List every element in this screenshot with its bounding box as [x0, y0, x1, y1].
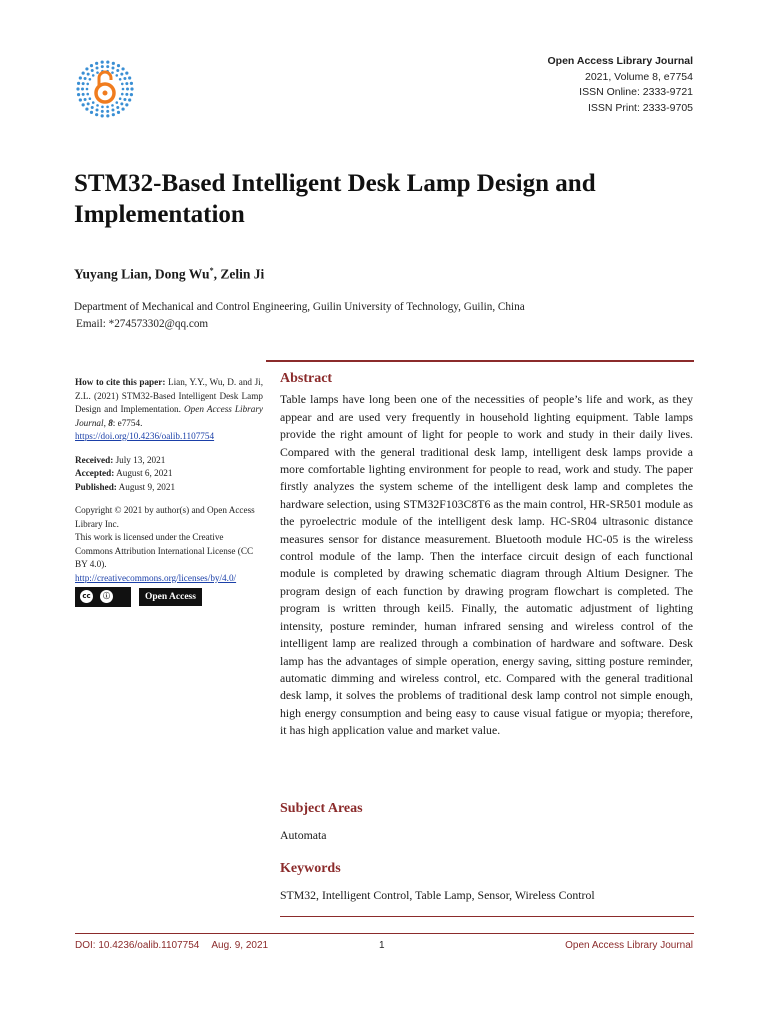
- affiliation: Department of Mechanical and Control Engineering, Guilin University of Technology, Guilin, China: [74, 301, 525, 313]
- license-badges: [75, 587, 263, 607]
- journal-name: Open Access Library Journal: [547, 55, 693, 67]
- subject-areas-text: Automata: [280, 828, 327, 842]
- dates: [75, 454, 263, 495]
- cc-icon: cc: [80, 590, 93, 603]
- license: This work is licensed under the Creative Commons Attribution International License (CC BY 4.0).: [75, 532, 254, 569]
- abstract-section: [280, 370, 693, 740]
- issn-online: ISSN Online: 2333-9721: [579, 86, 693, 98]
- footer-journal: Open Access Library Journal: [565, 940, 693, 951]
- doi-link[interactable]: https://doi.org/10.4236/oalib.1107754: [75, 431, 215, 441]
- received-date: July 13, 2021: [115, 454, 166, 465]
- footer-doi: DOI: 10.4236/oalib.1107754: [75, 940, 200, 951]
- published-date: August 9, 2021: [118, 481, 176, 492]
- open-access-badge: Open Access: [139, 588, 202, 606]
- volume-line: 2021, Volume 8, e7754: [584, 70, 693, 83]
- by-person-icon: ⓘ: [100, 590, 113, 603]
- author-names-rest: , Zelin Ji: [213, 266, 265, 282]
- copyright: Copyright © 2021 by author(s) and Open Access Library Inc.: [75, 505, 255, 529]
- abstract-bottom-rule: [280, 916, 694, 917]
- citation: How to cite this paper: Lian, Y.Y., Wu, D. and Ji, Z.L. (2021) STM32-Based Intelligent Desk Lamp Design and Implementation. Open Access Library Journal, 8: e7754. https://doi.org/10.4236/oalib.1107754: [75, 377, 264, 441]
- journal-logo: [74, 56, 136, 118]
- abstract-top-rule: [266, 360, 694, 362]
- keywords-text: STM32, Intelligent Control, Table Lamp, Sensor, Wireless Control: [280, 888, 595, 902]
- received-label: Received:: [75, 454, 114, 465]
- authors: [74, 266, 264, 283]
- cc-by-icon[interactable]: [75, 587, 131, 607]
- accepted-date: August 6, 2021: [116, 468, 173, 478]
- abstract-text: Table lamps have long been one of the necessities of people’s life and work, as they appear and are used very frequently in household lighting equipment. Table lamps provide the right amount of light for people to work and study in their daily lives. Compared with the general traditional desk lamp, intelligent desk lamps provide a more comfortable lighting environment for people to read, work and study. The paper firstly analyzes the system scheme of the intelligent desk lamp and completes the hardware selection, using STM32F103C8T6 as the main control, HR-SR501 module as the pyroelectric module of the intelligent desk lamp. HC-SR04 ultrasonic distance measures sensor for distance measurement. Bluetooth module HC-05 is the wireless control module of the lamp. Then the interface circuit design of each functional module is completed by drawing schematic diagram through Altium Designer. The program design of each function by drawing program flowchart is completed. The program is written through keil5. Finally, the automatic adjustment of lighting intensity, posture reminder, human infrared sensing and wireless control of the intelligent lamp are realized through a combination of hardware and software. Desk lamp has the advantages of simple operation, energy saving, sitting posture reminder, automatic dimming and wireless control, etc. Compared with the general traditional desk lamp, it solves the problems of traditional desk lamp control not simple enough, high energy consumption and being easy to cause visual fatigue or myopia; therefore, it has high application value and market value.: [280, 392, 693, 738]
- cite-journal: Open Access Library Journal: [75, 404, 264, 428]
- journal-info: [548, 54, 694, 116]
- cite-text: Lian, Y.Y., Wu, D. and Ji, Z.L. (2021) STM32-Based Intelligent Desk Lamp Design and Implementation.: [75, 377, 264, 414]
- issn-print: ISSN Print: 2333-9705: [587, 101, 693, 114]
- email: Email: *274573302@qq.com: [76, 318, 209, 330]
- footer-date: Aug. 9, 2021: [211, 940, 269, 951]
- published-label: Published:: [75, 481, 117, 492]
- sidebar: [75, 376, 263, 607]
- footer-rule: [75, 933, 694, 934]
- license-link[interactable]: http://creativecommons.org/licenses/by/4.0/: [75, 572, 237, 583]
- copyright-block: [75, 504, 263, 585]
- cite-label: How to cite this paper:: [75, 377, 166, 387]
- page-number: 1: [379, 940, 385, 951]
- paper-title: STM32-Based Intelligent Desk Lamp Design and Implementation: [74, 170, 596, 228]
- keywords-heading: Keywords: [280, 861, 341, 876]
- footer-doi-date: [75, 940, 268, 951]
- abstract-heading: Abstract: [280, 371, 333, 386]
- corresponding-mark: *: [209, 266, 214, 275]
- cite-volume: 8: [108, 417, 113, 428]
- accepted-label: Accepted:: [75, 468, 115, 478]
- open-access-lock-logo-icon: [74, 56, 136, 118]
- cite-article: : e7754.: [112, 417, 143, 428]
- author-names: Yuyang Lian, Dong Wu: [74, 266, 210, 282]
- subject-areas-heading: Subject Areas: [280, 801, 363, 816]
